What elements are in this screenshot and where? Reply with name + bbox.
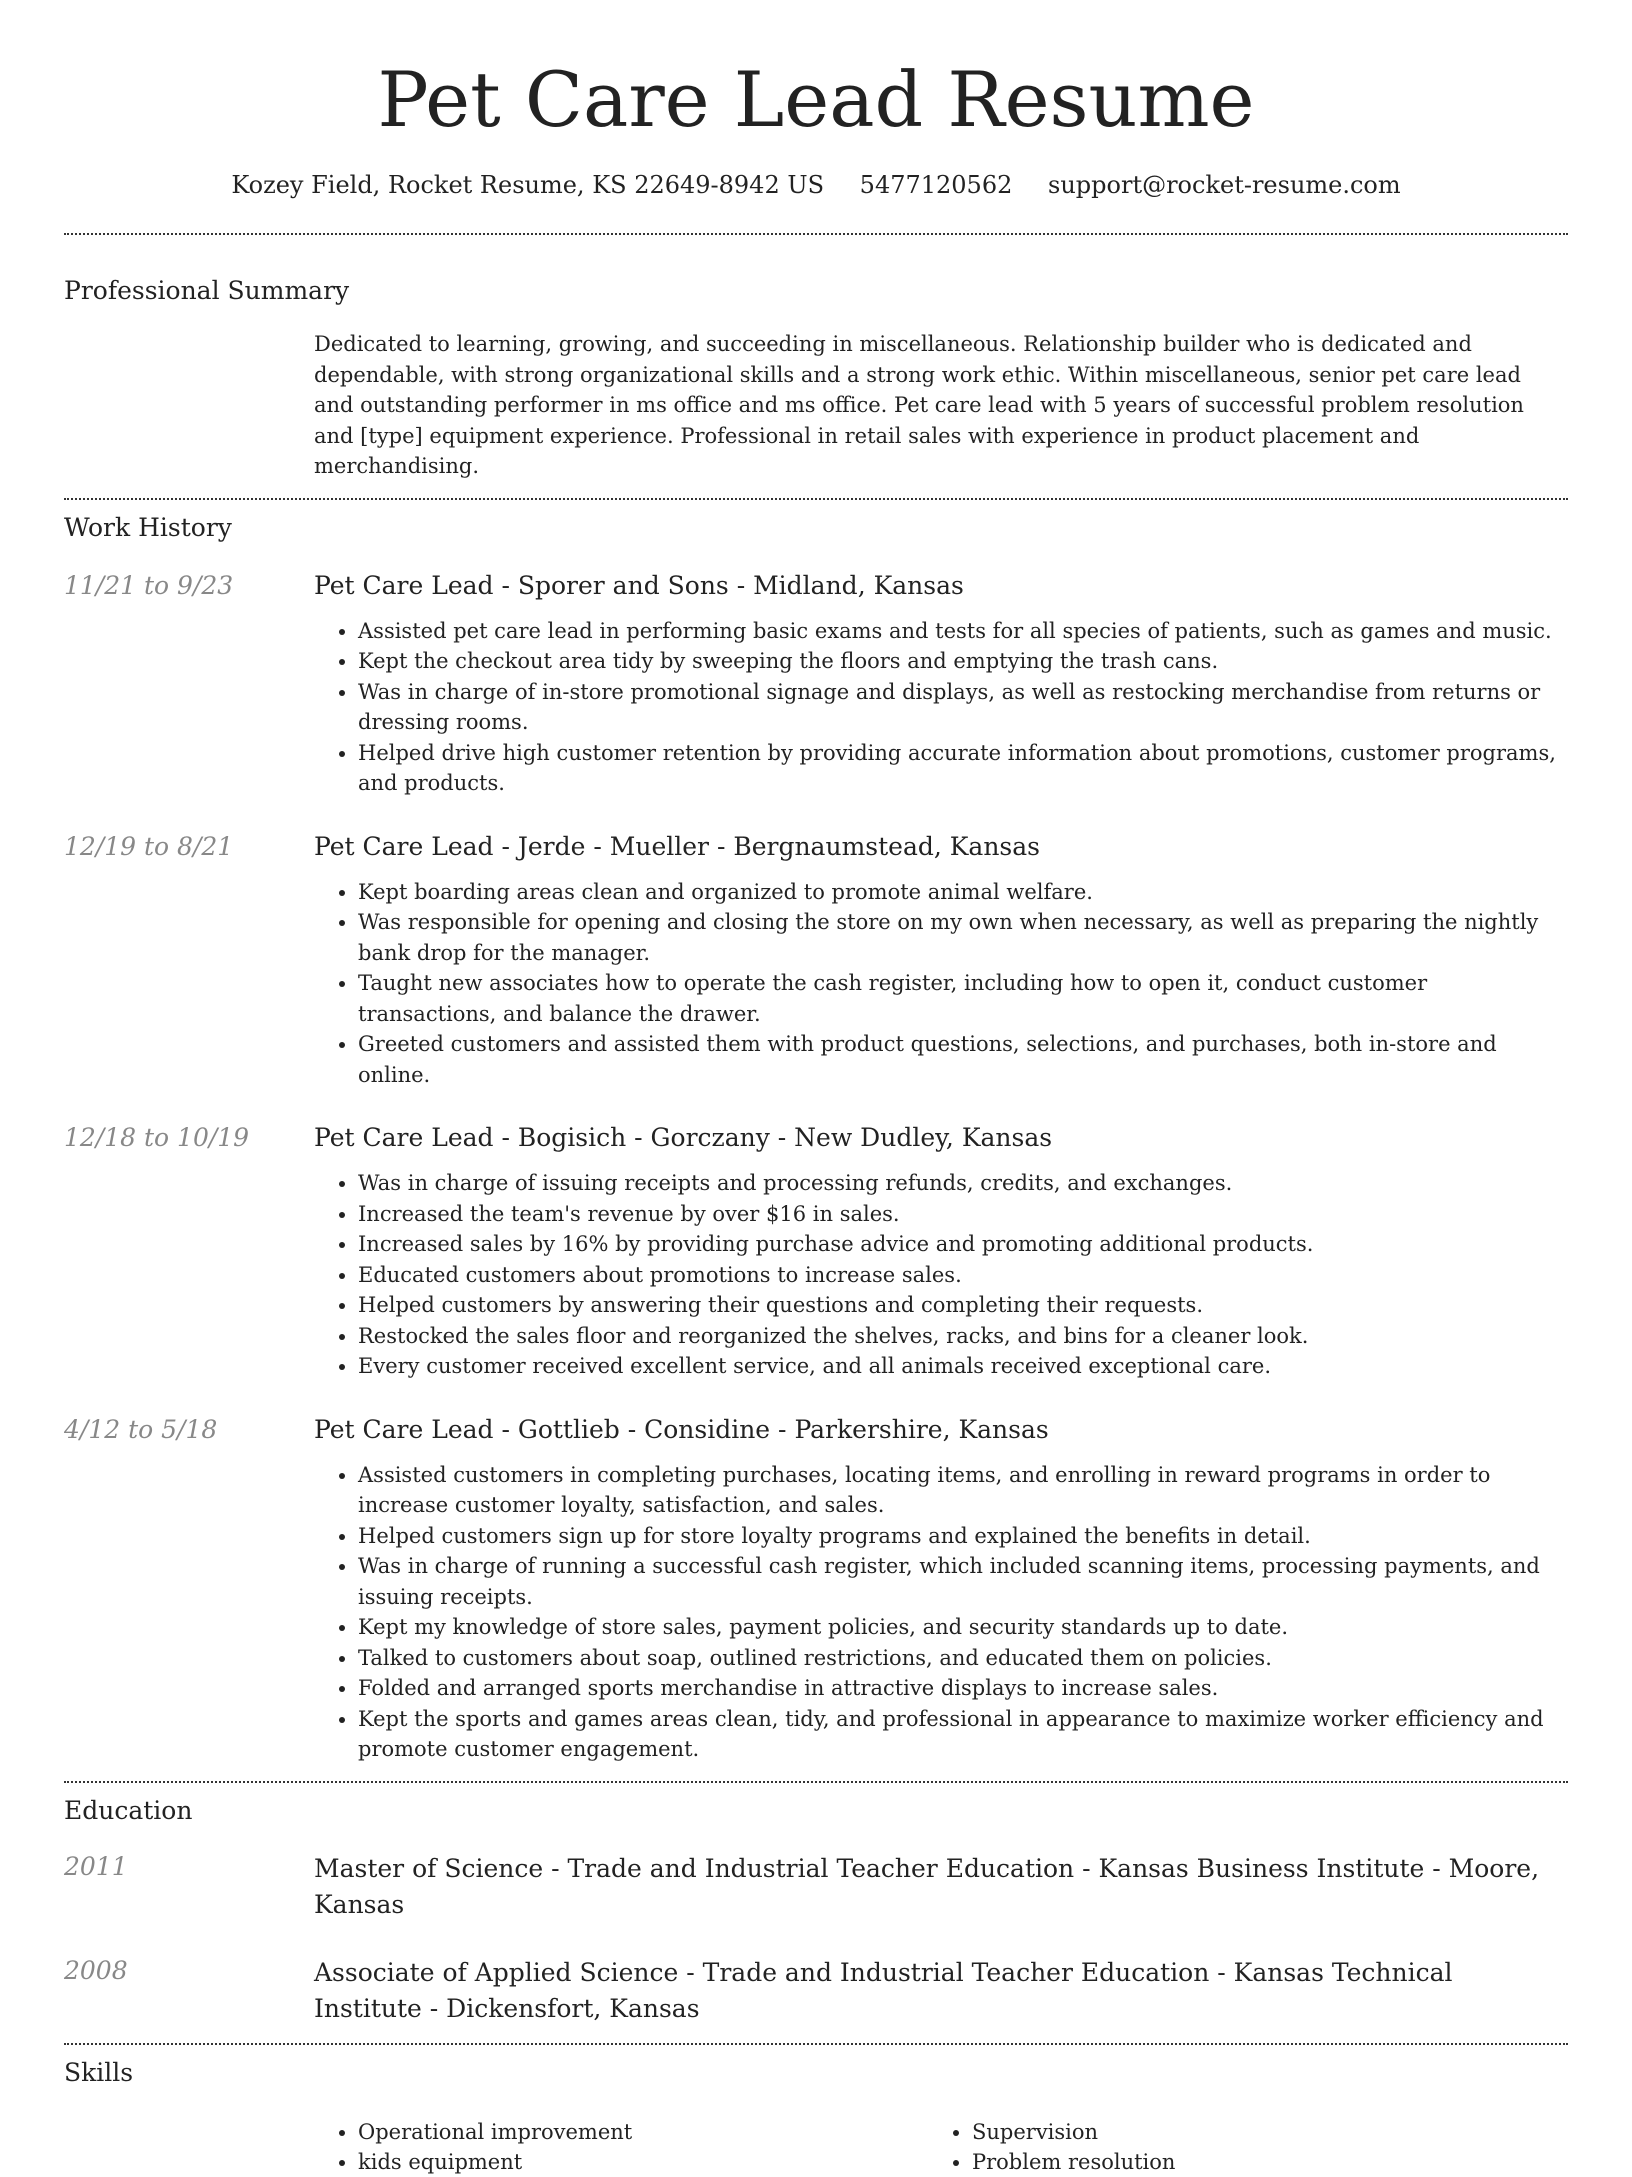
job-bullets bbox=[314, 1460, 1568, 1765]
job-bullet: • Was in charge of in-store promotional signage and displays, as well as restocking merchandise from returns or dressing rooms. bbox=[358, 677, 1568, 738]
job-bullet: • Restocked the sales floor and reorganized the shelves, racks, and bins for a cleaner look. bbox=[358, 1321, 1568, 1352]
skills-list-right bbox=[928, 2117, 1542, 2177]
contact-phone: 5477120562 bbox=[859, 171, 1013, 199]
page-title: Pet Care Lead Resume bbox=[377, 55, 1255, 144]
job-title: Pet Care Lead - Sporer and Sons - Midland, Kansas bbox=[314, 570, 964, 600]
job-bullet: • Folded and arranged sports merchandise in attractive displays to increase sales. bbox=[358, 1673, 1568, 1704]
education-title: Master of Science - Trade and Industrial Teacher Education - Kansas Business Institute - Moore, Kansas bbox=[314, 1853, 1540, 1919]
job-bullets bbox=[314, 877, 1568, 1091]
divider bbox=[64, 498, 1568, 500]
job-bullet: • Every customer received excellent service, and all animals received exceptional care. bbox=[358, 1351, 1568, 1382]
job-bullet: • Kept boarding areas clean and organized to promote animal welfare. bbox=[358, 877, 1568, 908]
job-bullet: • Kept the sports and games areas clean, tidy, and professional in appearance to maximize worker efficiency and promote customer engagement. bbox=[358, 1704, 1568, 1765]
job-bullets bbox=[314, 616, 1568, 799]
job-bullet: • Greeted customers and assisted them with product questions, selections, and purchases, both in-store and online. bbox=[358, 1029, 1568, 1090]
job-bullet: • Helped customers sign up for store loyalty programs and explained the benefits in detail. bbox=[358, 1521, 1568, 1552]
skill-item: • Problem resolution bbox=[972, 2147, 1542, 2177]
skill-item: • Supervision bbox=[972, 2117, 1542, 2147]
job-bullet: • Educated customers about promotions to increase sales. bbox=[358, 1260, 1568, 1291]
job-bullet: • Kept the checkout area tidy by sweeping the floors and emptying the trash cans. bbox=[358, 646, 1568, 677]
job-bullet: • Was in charge of running a successful cash register, which included scanning items, processing payments, and issuing receipts. bbox=[358, 1551, 1568, 1612]
contact-address: Kozey Field, Rocket Resume, KS 22649-8942 US bbox=[231, 171, 825, 199]
job-bullet: • Increased the team's revenue by over $16 in sales. bbox=[358, 1199, 1568, 1230]
job-bullet: • Kept my knowledge of store sales, payment policies, and security standards up to date. bbox=[358, 1612, 1568, 1643]
job-entry bbox=[64, 831, 1568, 1091]
job-bullet: • Helped customers by answering their questions and completing their requests. bbox=[358, 1290, 1568, 1321]
summary-heading: Professional Summary bbox=[64, 276, 350, 305]
job-bullets bbox=[314, 1168, 1568, 1382]
summary-text: Dedicated to learning, growing, and succeeding in miscellaneous. Relationship builder who is dedicated and dependable, with strong organizational skills and a strong work ethic. Within miscellaneous, senior pet care lead and outstanding performer in ms office and ms office. Pet care lead with 5 years of successful problem resolution and [type] equipment experience. Professional in retail sales with experience in product placement and merchandising. bbox=[314, 332, 1524, 478]
job-date: 12/18 to 10/19 bbox=[64, 1123, 250, 1152]
education-date: 2011 bbox=[64, 1851, 128, 1881]
skills-heading: Skills bbox=[64, 2057, 134, 2087]
contact-email: support@rocket-resume.com bbox=[1048, 171, 1401, 199]
education-title: Associate of Applied Science - Trade and Industrial Teacher Education - Kansas Technical Institute - Dickensfort, Kansas bbox=[314, 1957, 1453, 2023]
job-bullet: • Taught new associates how to operate the cash register, including how to open it, conduct customer transactions, and balance the drawer. bbox=[358, 968, 1568, 1029]
education-date: 2008 bbox=[64, 1955, 128, 1985]
job-bullet: • Was in charge of issuing receipts and processing refunds, credits, and exchanges. bbox=[358, 1168, 1568, 1199]
job-bullet: • Increased sales by 16% by providing purchase advice and promoting additional products. bbox=[358, 1229, 1568, 1260]
resume-page bbox=[64, 0, 1568, 2177]
work-history-heading: Work History bbox=[64, 512, 232, 542]
contact-line bbox=[64, 170, 1568, 200]
job-date: 12/19 to 8/21 bbox=[64, 831, 234, 861]
skills-list-left bbox=[314, 2117, 928, 2177]
job-bullet: • Assisted customers in completing purchases, locating items, and enrolling in reward programs in order to increase customer loyalty, satisfaction, and sales. bbox=[358, 1460, 1568, 1521]
job-entry bbox=[64, 570, 1568, 799]
skills-columns bbox=[314, 2117, 1568, 2177]
job-entry bbox=[64, 1414, 1568, 1765]
skill-item: • kids equipment bbox=[358, 2147, 928, 2177]
education-entry bbox=[64, 1955, 1568, 2027]
job-bullet: • Helped drive high customer retention by providing accurate information about promotions, customer programs, and products. bbox=[358, 738, 1568, 799]
job-title: Pet Care Lead - Gottlieb - Considine - Parkershire, Kansas bbox=[314, 1414, 1049, 1444]
job-entry bbox=[64, 1122, 1568, 1382]
divider bbox=[64, 1781, 1568, 1783]
divider bbox=[64, 2043, 1568, 2045]
job-bullet: • Assisted pet care lead in performing basic exams and tests for all species of patients, such as games and music. bbox=[358, 616, 1568, 647]
job-title: Pet Care Lead - Jerde - Mueller - Bergnaumstead, Kansas bbox=[314, 831, 1040, 861]
skill-item: • Operational improvement bbox=[358, 2117, 928, 2147]
job-title: Pet Care Lead - Bogisich - Gorczany - New Dudley, Kansas bbox=[314, 1123, 1053, 1152]
job-date: 11/21 to 9/23 bbox=[64, 570, 234, 600]
job-date: 4/12 to 5/18 bbox=[64, 1414, 218, 1444]
divider bbox=[64, 233, 1568, 235]
job-bullet: • Talked to customers about soap, outlined restrictions, and educated them on policies. bbox=[358, 1643, 1568, 1674]
job-bullet: • Was responsible for opening and closing the store on my own when necessary, as well as preparing the nightly bank drop for the manager. bbox=[358, 907, 1568, 968]
education-heading: Education bbox=[64, 1795, 193, 1825]
education-entry bbox=[64, 1851, 1568, 1923]
